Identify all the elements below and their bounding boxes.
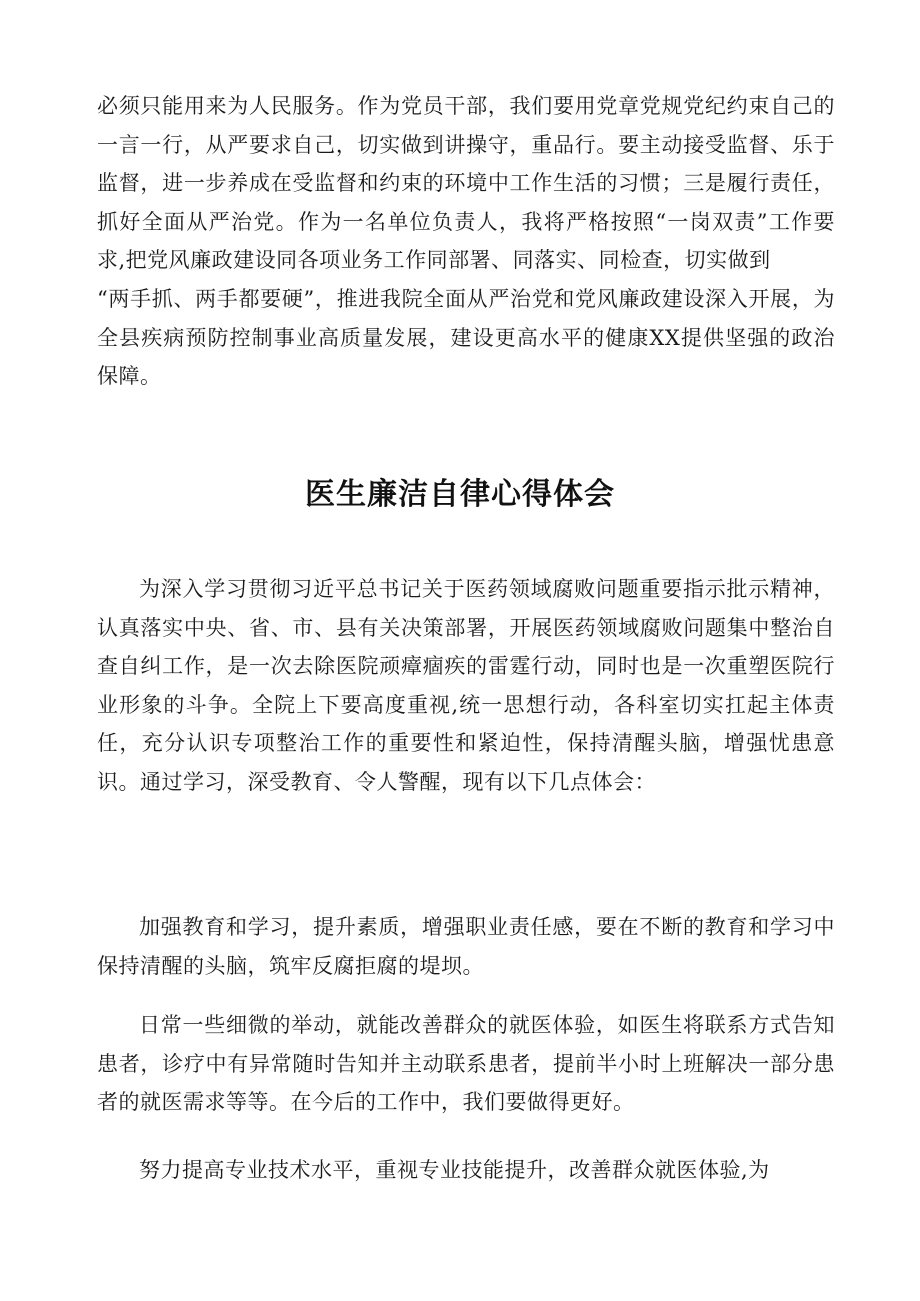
body-paragraph-1: 为深入学习贯彻习近平总书记关于医药领域腐败问题重要指示批示精神，认真落实中央、省、市、县有关决策部署，开展医药领域腐败问题集中整治自查自纠工作，是一次去除医院顽瘴痼疾的雷霆行动，同时也是一次重塑医院行业形象的斗争。全院上下要高度重视,统一思想行动，各科室切实扛起主体责任，充分认识专项整治工作的重要性和紧迫性，保持清醒头脑，增强忧患意识。通过学习，深受教育、令人警醒，现有以下几点体会： — [97, 577, 835, 794]
document-title: 医生廉洁自律心得体会 — [305, 477, 615, 512]
body-paragraph-4: 努力提高专业技术水平，重视专业技能提升，改善群众就医体验,为 — [139, 1158, 770, 1182]
body-paragraph-3: 日常一些细微的举动，就能改善群众的就医体验，如医生将联系方式告知患者，诊疗中有异常随时告知并主动联系患者，提前半小时上班解决一部分患者的就医需求等等。在今后的工作中，我们要做得更好。 — [97, 1013, 835, 1114]
continuation-paragraph-2: “两手抓、两手都要硬”，推进我院全面从严治党和党风廉政建设深入开展，为全县疾病预防控制事业高质量发展，建设更高水平的健康XX提供坚强的政治保障。 — [97, 287, 835, 388]
continuation-paragraph-1: 必须只能用来为人民服务。作为党员干部，我们要用党章党规党纪约束自己的一言一行，从严要求自己，切实做到讲操守，重品行。要主动接受监督、乐于监督，进一步养成在受监督和约束的环境中工作生活的习惯；三是履行责任，抓好全面从严治党。作为一名单位负责人，我将严格按照“一岗双责”工作要求,把党风廉政建设同各项业务工作同部署、同落实、同检查，切实做到 — [97, 94, 835, 272]
body-paragraph-2: 加强教育和学习，提升素质，增强职业责任感，要在不断的教育和学习中保持清醒的头脑，筑牢反腐拒腐的堤坝。 — [97, 915, 835, 978]
